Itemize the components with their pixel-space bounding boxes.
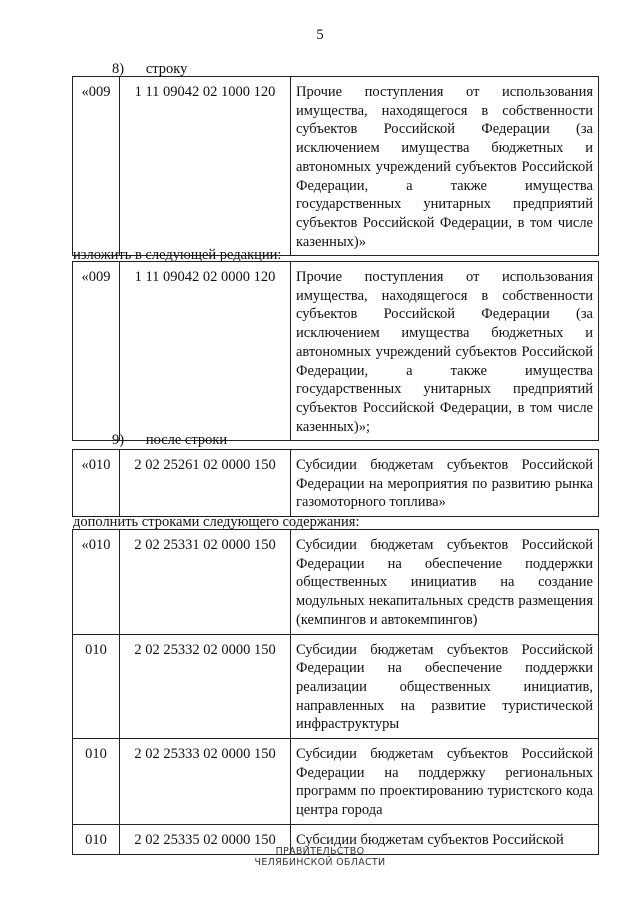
admin-code-cell: «009 — [73, 262, 120, 441]
amendment-table-after-010 — [72, 449, 599, 517]
amendment-table-added-010 — [72, 529, 599, 855]
admin-code-cell: 010 — [73, 634, 120, 739]
budget-code-cell: 2 02 25335 02 0000 150 — [120, 824, 291, 854]
budget-code-cell: 2 02 25261 02 0000 150 — [120, 450, 291, 517]
description-cell: Субсидии бюджетам субъектов Российской Федерации на обеспечение поддержки общественных инициатив на создание модульных некапитальных средств размещения (кемпингов и автокемпингов) — [291, 530, 599, 635]
amendment-intro-8: 8) строку — [112, 61, 188, 77]
budget-code-cell: 2 02 25332 02 0000 150 — [120, 634, 291, 739]
description-cell: Прочие поступления от использования имущества, находящегося в собственности субъектов Российской Федерации (за исключением имущества бюджетных и автономных учреждений субъектов Российской Федерации, а также имущества государственных унитарных предприятий субъектов Российской Федерации, в том числе казенных)»; — [291, 262, 599, 441]
amendment-intro-add-rows: дополнить строками следующего содержания: — [73, 514, 360, 530]
description-cell: Субсидии бюджетам субъектов Российской Федерации на мероприятия по развитию рынка газомоторного топлива» — [291, 450, 599, 517]
table-row — [73, 530, 599, 635]
admin-code-cell: «010 — [73, 530, 120, 635]
description-cell: Прочие поступления от использования имущества, находящегося в собственности субъектов Российской Федерации (за исключением имущества бюджетных и автономных учреждений субъектов Российской Федерации, а также имущества государственных унитарных предприятий субъектов Российской Федерации, в том числе казенных)» — [291, 77, 599, 256]
stamp-line-1: ПРАВИТЕЛЬСТВО — [275, 846, 365, 857]
budget-code-cell: 1 11 09042 02 0000 120 — [120, 262, 291, 441]
admin-code-cell: «009 — [73, 77, 120, 256]
table-row — [73, 77, 599, 256]
government-stamp — [0, 846, 640, 868]
budget-code-cell: 2 02 25331 02 0000 150 — [120, 530, 291, 635]
admin-code-cell: 010 — [73, 739, 120, 825]
table-row — [73, 450, 599, 517]
admin-code-cell: 010 — [73, 824, 120, 854]
amendment-intro-revision: изложить в следующей редакции: — [73, 247, 282, 263]
table-row — [73, 262, 599, 441]
description-cell: Субсидии бюджетам субъектов Российской — [291, 824, 599, 854]
budget-code-cell: 2 02 25333 02 0000 150 — [120, 739, 291, 825]
table-row — [73, 739, 599, 825]
amendment-intro-9: 9) после строки — [112, 432, 228, 448]
page-number: 5 — [316, 27, 324, 43]
description-cell: Субсидии бюджетам субъектов Российской Федерации на обеспечение поддержки реализации общественных инициатив, направленных на развитие туристической инфраструктуры — [291, 634, 599, 739]
amendment-table-old-009 — [72, 76, 599, 256]
table-row — [73, 634, 599, 739]
description-cell: Субсидии бюджетам субъектов Российской Федерации на поддержку региональных программ по проектированию туристского кода центра города — [291, 739, 599, 825]
admin-code-cell: «010 — [73, 450, 120, 517]
stamp-line-2: ЧЕЛЯБИНСКОЙ ОБЛАСТИ — [254, 857, 386, 868]
amendment-table-new-009 — [72, 261, 599, 441]
budget-code-cell: 1 11 09042 02 1000 120 — [120, 77, 291, 256]
